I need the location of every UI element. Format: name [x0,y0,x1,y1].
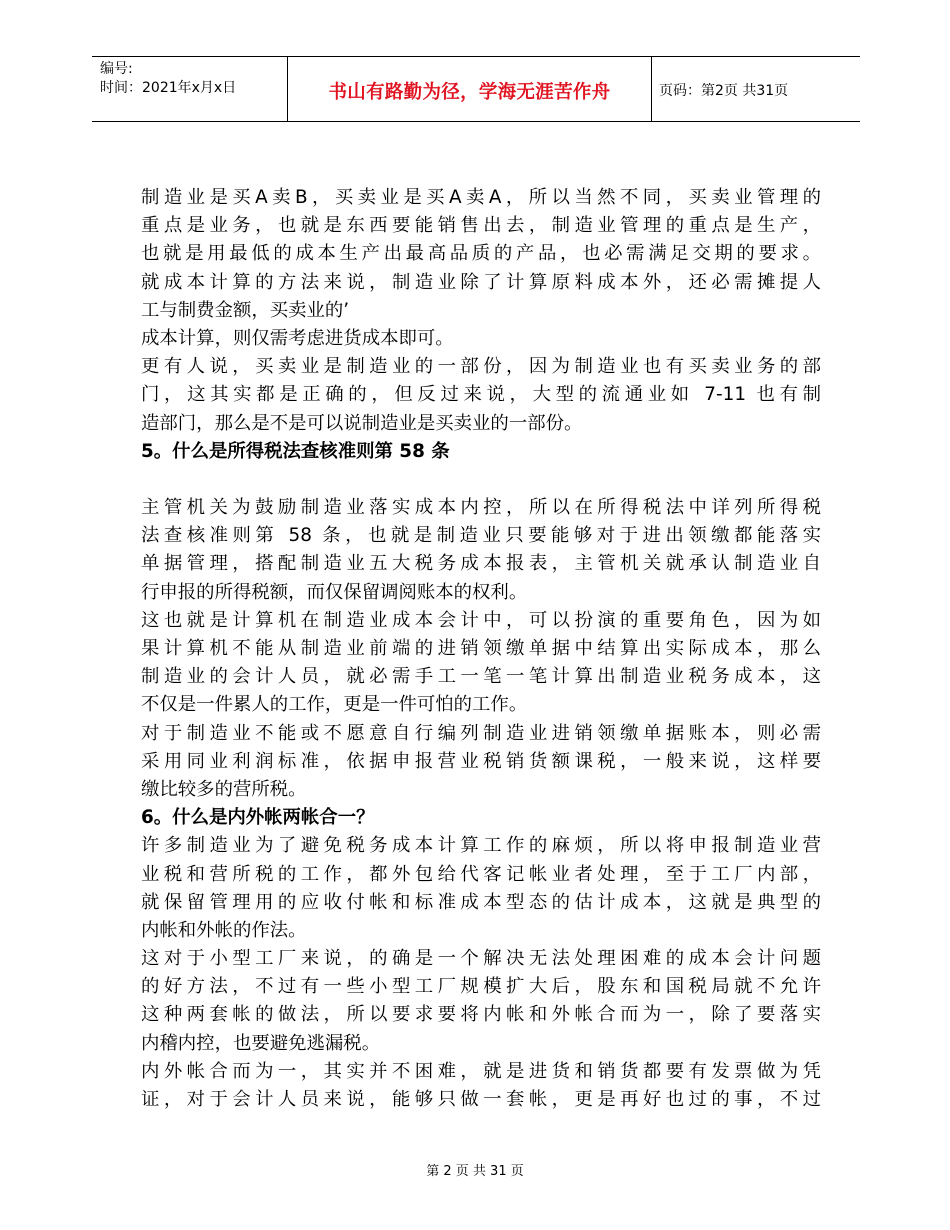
text-line: 不仅是一件累人的工作，更是一件可怕的工作。 [141,694,528,716]
document-body [141,184,821,1114]
section-heading-5: 5。什么是所得税法查核准则第 58 条 [141,440,450,462]
blank-line [141,466,821,494]
text-line: 就成本计算的方法来说，制造业除了计算原料成本外，还必需摊提人 [141,271,821,293]
text-line: 成本计算，则仅需考虑进货成本即可。 [141,327,454,349]
text-line: 法查核准则第 58 条，也就是制造业只要能够对于进出领缴都能落实 [141,525,821,547]
text-line: 这对于小型工厂来说，的确是一个解决无法处理困难的成本会计问题 [141,948,821,970]
text-line: 重点是业务，也就是东西要能销售出去，制造业管理的重点是生产， [141,215,821,237]
text-line: 证，对于会计人员来说，能够只做一套帐，更是再好也过的事，不过 [141,1089,821,1110]
text-line: 也就是用最低的成本生产出最高品质的产品，也必需满足交期的要求。 [141,243,821,265]
text-line: 单据管理，搭配制造业五大税务成本报表，主管机关就承认制造业自 [141,553,821,575]
page-footer: 第 2 页 共 31 页 [426,1164,524,1179]
text-line: 果计算机不能从制造业前端的进销领缴单据中结算出实际成本，那么 [141,638,821,659]
text-line: 内稽内控，也要避免逃漏税。 [141,1032,381,1054]
header-top-rule [92,56,860,57]
text-line: 的好方法，不过有一些小型工厂规模扩大后，股东和国税局就不允许 [141,976,821,998]
header-page-info: 页码：第2页 共31页 [659,83,789,99]
text-line: 更有人说，买卖业是制造业的一部份，因为制造业也有买卖业务的部 [141,356,821,378]
text-line: 缴比较多的营所税。 [141,778,307,800]
text-line: 许多制造业为了避免税务成本计算工作的麻烦，所以将申报制造业营 [141,835,821,857]
text-line: 主管机关为鼓励制造业落实成本内控，所以在所得税法中详列所得税 [141,497,821,519]
text-line: 采用同业利润标准，依据申报营业税销货额课税，一般来说，这样要 [141,750,821,772]
text-line: 这也就是计算机在制造业成本会计中，可以扮演的重要角色，因为如 [141,609,821,631]
text-line: 内外帐合而为一，其实并不困难，就是进货和销货都要有发票做为凭 [141,1060,821,1082]
text-line: 就保留管理用的应收付帐和标准成本型态的估计成本，这就是典型的 [141,891,821,913]
text-line: 这种两套帐的做法，所以要求要将内帐和外帐合而为一，除了要落实 [141,1004,821,1026]
text-line: 制造业的会计人员，就必需手工一笔一笔计算出制造业税务成本，这 [141,666,821,688]
header-bottom-rule [92,121,860,122]
header-divider-right [651,56,652,121]
text-line: 内帐和外帐的作法。 [141,919,307,941]
time-label: 时间：2021年x月x日 [100,80,237,96]
header-meta [100,60,236,98]
text-line: 行申报的所得税额，而仅保留调阅账本的权利。 [141,581,528,603]
text-line: 工与制费金额，买卖业的’ [141,299,350,321]
number-label: 编号: [100,61,133,77]
text-line: 对于制造业不能或不愿意自行编列制造业进销领缴单据账本，则必需 [141,722,821,744]
section-heading-6: 6。什么是内外帐两帐合一？ [141,807,375,829]
text-line: 业税和营所税的工作，都外包给代客记帐业者处理，至于工厂内部， [141,863,821,885]
text-line: 造部门，那么是不是可以说制造业是买卖业的一部份。 [141,412,583,434]
text-line: 门，这其实都是正确的，但反过来说，大型的流通业如 7-11 也有制 [141,384,821,406]
text-line: 制造业是买A卖B，买卖业是买A卖A，所以当然不同，买卖业管理的 [141,187,821,208]
header-motto: 书山有路勤为径，学海无涯苦作舟 [328,82,611,103]
